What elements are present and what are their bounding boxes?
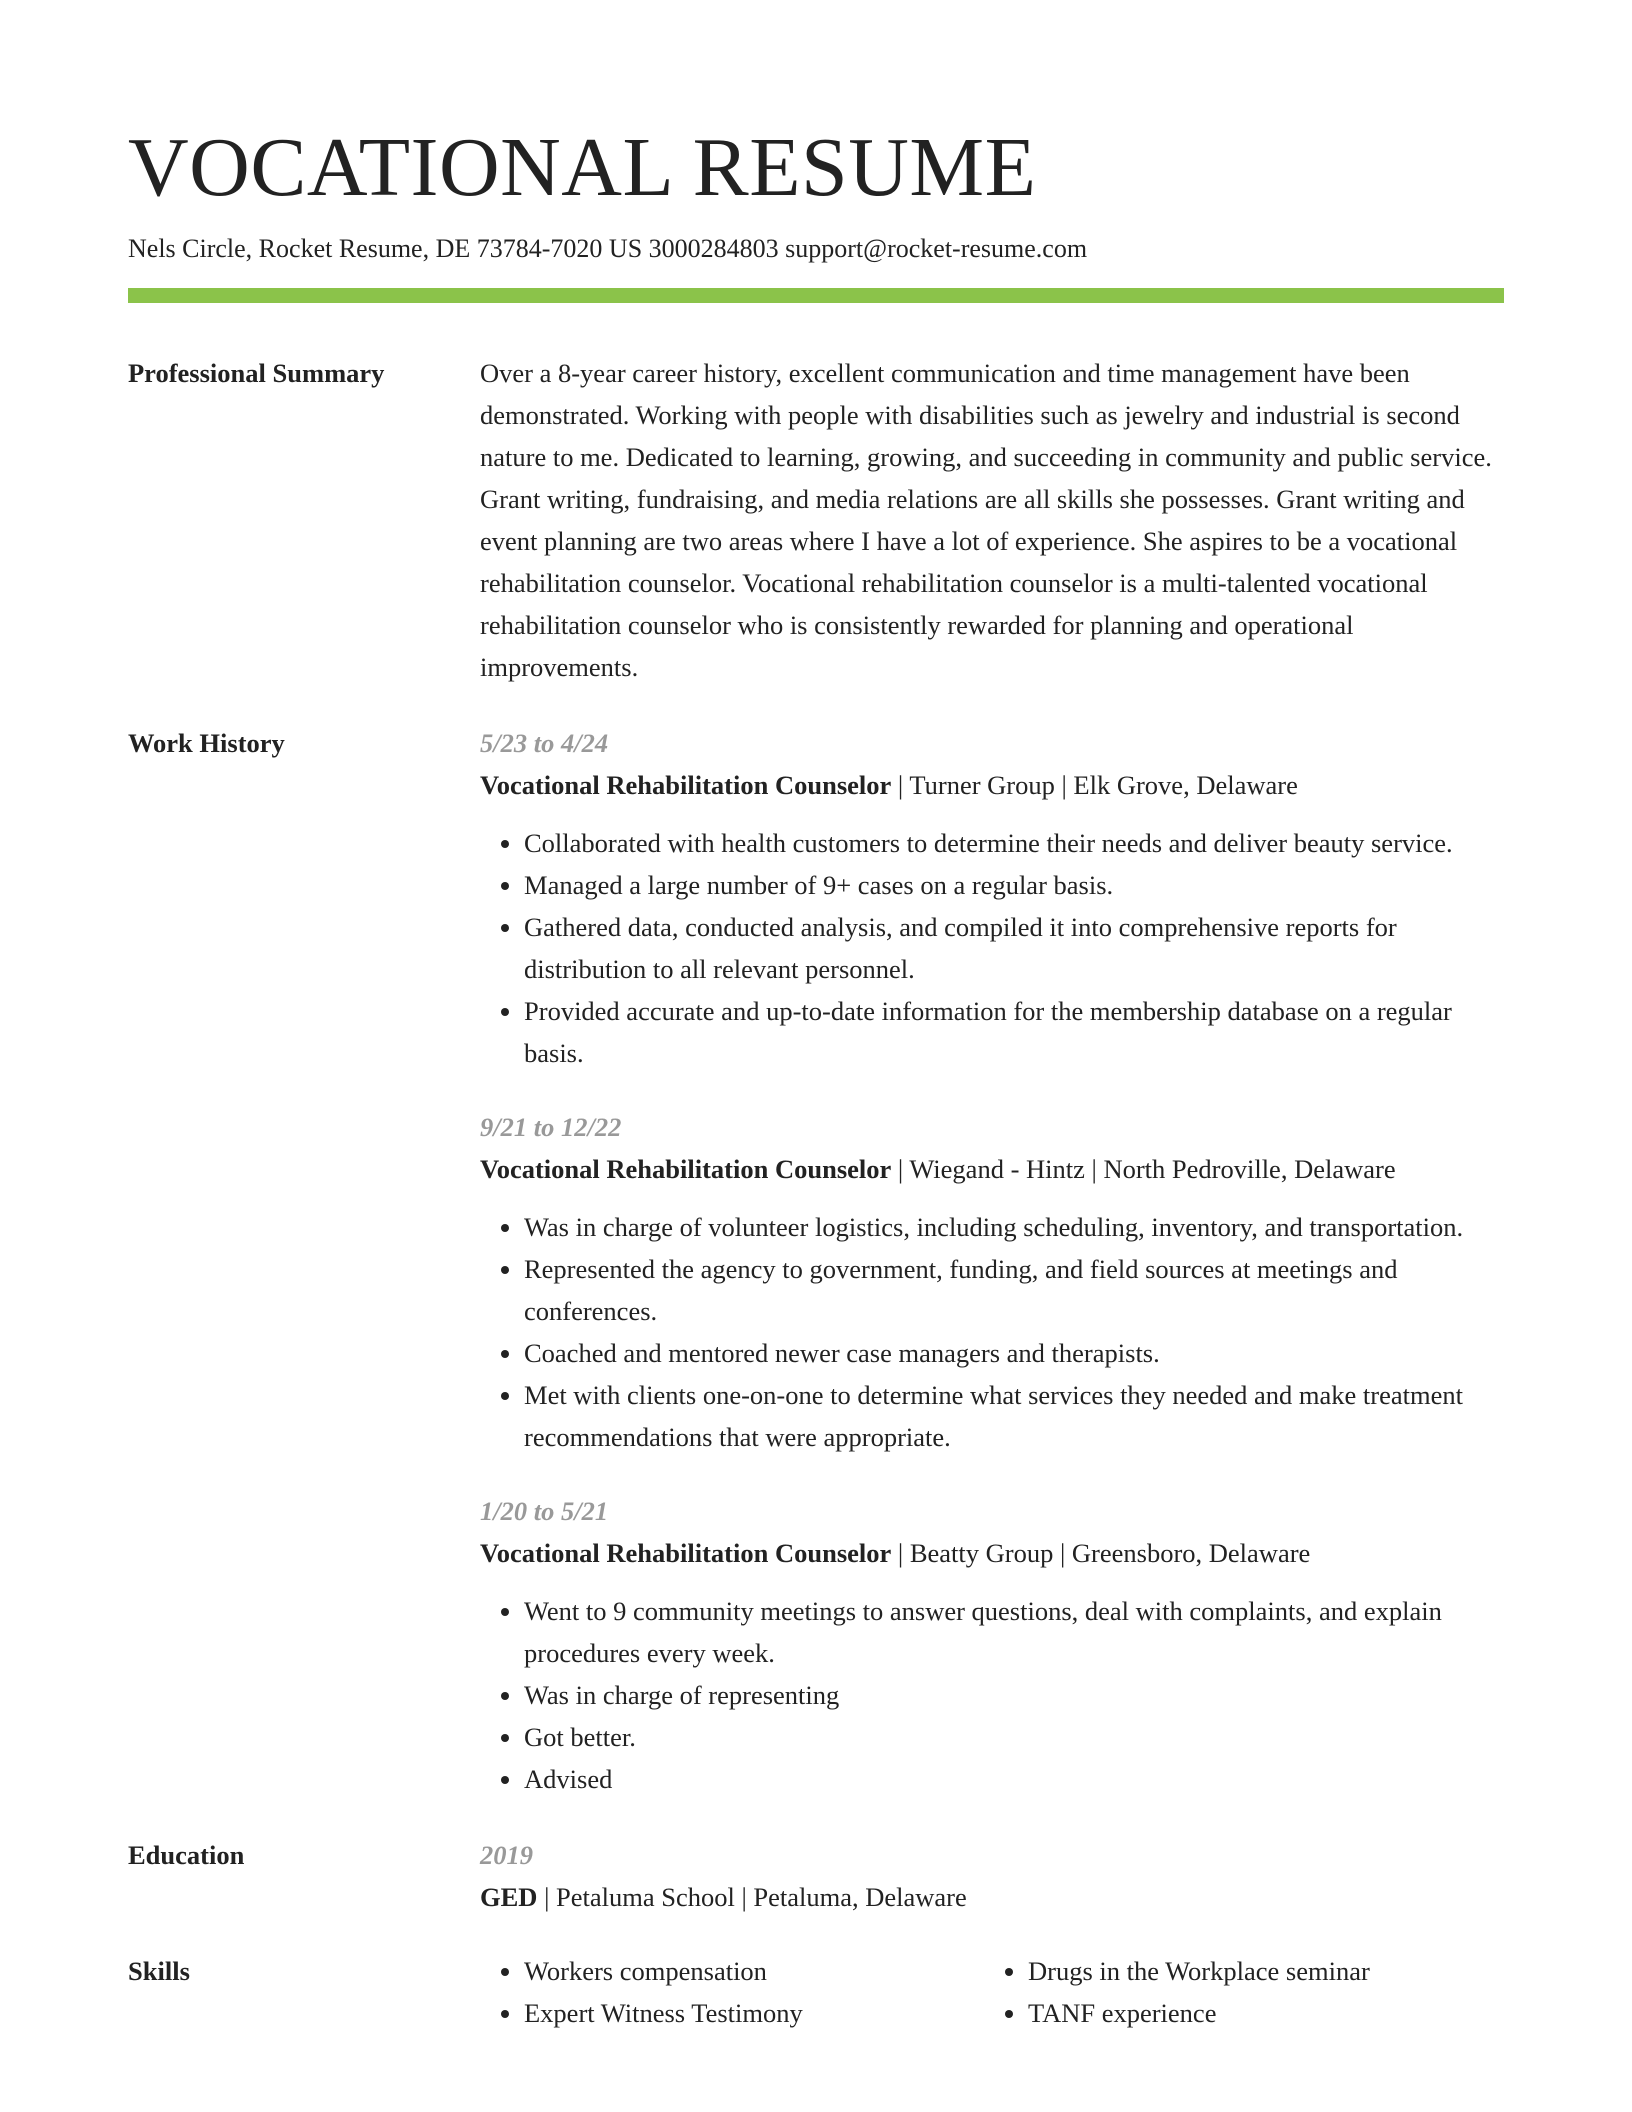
work-history-list bbox=[480, 722, 1504, 1800]
skill-item: • Workers compensation bbox=[524, 1950, 984, 1992]
job-bullet: • Represented the agency to government, funding, and field sources at meetings and conferences. bbox=[524, 1248, 1504, 1332]
contact-line bbox=[128, 232, 1504, 266]
summary-text: Over a 8-year career history, excellent communication and time management have been demonstrated. Working with people with disabilities such as jewelry and industrial is second nature to me. Dedicated to learning, growing, and succeeding in community and public service. Grant writing, fundraising, and media relations are all skills she possesses. Grant writing and event planning are two areas where I have a lot of experience. She aspires to be a vocational rehabilitation counselor. Vocational rehabilitation counselor is a multi-talented vocational rehabilitation counselor who is consistently rewarded for planning and operational improvements. bbox=[480, 358, 1492, 682]
job-bullet: • Provided accurate and up-to-date information for the membership database on a regular basis. bbox=[524, 990, 1504, 1074]
skill-item: • Drugs in the Workplace seminar bbox=[1028, 1950, 1370, 1992]
summary-section bbox=[128, 352, 1504, 688]
contact-phone: 3000284803 bbox=[648, 234, 779, 263]
job-header bbox=[480, 1148, 1504, 1190]
job-details: | Wiegand - Hintz | North Pedroville, Delaware bbox=[891, 1154, 1396, 1184]
work-history-section bbox=[128, 722, 1504, 1800]
job-bullets bbox=[480, 1590, 1504, 1800]
work-history-heading: Work History bbox=[128, 728, 285, 758]
skills-column-left bbox=[480, 1950, 984, 2034]
skill-item: • Expert Witness Testimony bbox=[524, 1992, 984, 2034]
contact-email[interactable]: support@rocket-resume.com bbox=[785, 234, 1088, 263]
summary-heading: Professional Summary bbox=[128, 358, 385, 388]
skills-section bbox=[128, 1950, 1504, 2034]
job-bullet: • Got better. bbox=[524, 1716, 1504, 1758]
job-title: Vocational Rehabilitation Counselor bbox=[480, 770, 892, 800]
skill-item: • TANF experience bbox=[1028, 1992, 1370, 2034]
skills-column-right bbox=[984, 1950, 1370, 2034]
resume-page bbox=[128, 0, 1504, 2034]
education-year: 2019 bbox=[480, 1840, 533, 1870]
education-entry bbox=[480, 1834, 1504, 1918]
job-bullet: • Was in charge of representing bbox=[524, 1674, 1504, 1716]
job-title: Vocational Rehabilitation Counselor bbox=[480, 1154, 892, 1184]
job-bullet: • Gathered data, conducted analysis, and compiled it into comprehensive reports for distribution to all relevant personnel. bbox=[524, 906, 1504, 990]
education-degree: GED bbox=[480, 1882, 538, 1912]
contact-address: Nels Circle, Rocket Resume, DE 73784-7020 US bbox=[128, 234, 643, 263]
job-dates: 1/20 to 5/21 bbox=[480, 1496, 609, 1526]
job-bullet: • Advised bbox=[524, 1758, 1504, 1800]
job-entry bbox=[480, 1490, 1504, 1800]
job-details: | Turner Group | Elk Grove, Delaware bbox=[891, 770, 1298, 800]
skills-heading: Skills bbox=[128, 1956, 190, 1986]
skills-list bbox=[480, 1950, 1504, 2034]
education-details: | Petaluma School | Petaluma, Delaware bbox=[537, 1882, 967, 1912]
job-dates: 5/23 to 4/24 bbox=[480, 728, 609, 758]
job-bullet: • Managed a large number of 9+ cases on a regular basis. bbox=[524, 864, 1504, 906]
job-dates: 9/21 to 12/22 bbox=[480, 1112, 622, 1142]
job-bullet: • Was in charge of volunteer logistics, including scheduling, inventory, and transportation. bbox=[524, 1206, 1504, 1248]
job-header bbox=[480, 1532, 1504, 1574]
job-bullet: • Collaborated with health customers to determine their needs and deliver beauty service. bbox=[524, 822, 1504, 864]
education-heading: Education bbox=[128, 1840, 245, 1870]
accent-divider bbox=[128, 288, 1504, 303]
resume-title: VOCATIONAL RESUME bbox=[128, 121, 1037, 214]
job-entry bbox=[480, 1106, 1504, 1458]
job-bullets bbox=[480, 822, 1504, 1074]
education-line bbox=[480, 1876, 1504, 1918]
job-header bbox=[480, 764, 1504, 806]
job-bullet: • Went to 9 community meetings to answer questions, deal with complaints, and explain procedures every week. bbox=[524, 1590, 1504, 1674]
job-bullets bbox=[480, 1206, 1504, 1458]
job-bullet: • Coached and mentored newer case managers and therapists. bbox=[524, 1332, 1504, 1374]
education-section bbox=[128, 1834, 1504, 1918]
job-title: Vocational Rehabilitation Counselor bbox=[480, 1538, 892, 1568]
job-details: | Beatty Group | Greensboro, Delaware bbox=[891, 1538, 1311, 1568]
job-bullet: • Met with clients one-on-one to determine what services they needed and make treatment recommendations that were appropriate. bbox=[524, 1374, 1504, 1458]
job-entry bbox=[480, 722, 1504, 1074]
